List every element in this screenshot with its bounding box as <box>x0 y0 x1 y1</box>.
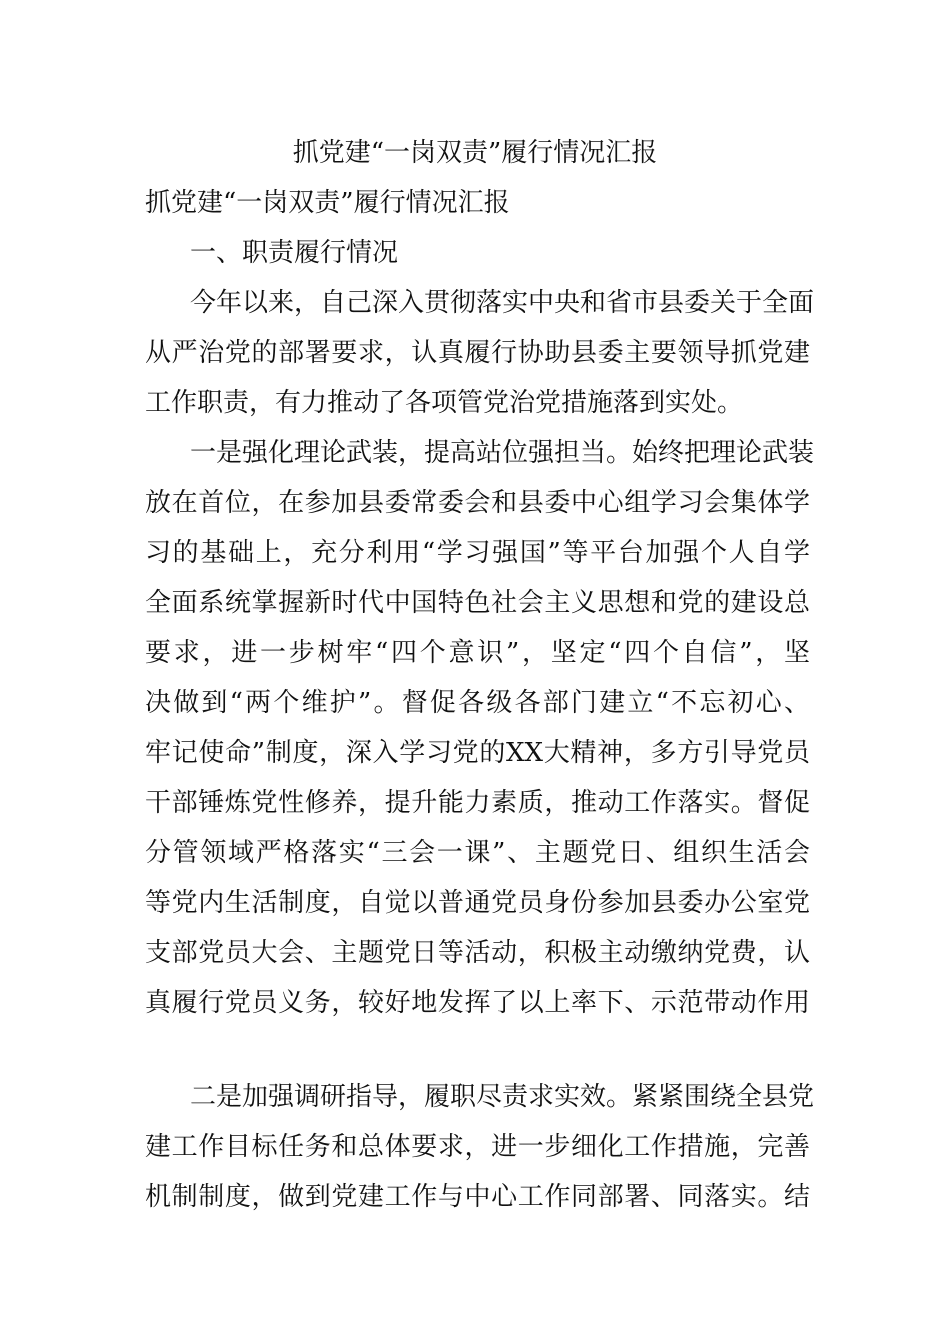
paragraph-line: 真履行党员义务，较好地发挥了以上率下、示范带动作用 <box>145 988 810 1018</box>
paragraph-line: 等党内生活制度，自觉以普通党员身份参加县委办公室党 <box>145 888 810 918</box>
paragraph-line: 建工作目标任务和总体要求，进一步细化工作措施，完善 <box>145 1132 810 1162</box>
paragraph-line: 决做到“两个维护”。督促各级各部门建立“不忘初心、 <box>145 688 810 718</box>
paragraph-line: 二是加强调研指导，履职尽责求实效。紧紧围绕全县党 <box>190 1082 815 1112</box>
paragraph-line: 牢记使命”制度，深入学习党的XX大精神，多方引导党员 <box>145 738 810 768</box>
paragraph-line: 工作职责，有力推动了各项管党治党措施落到实处。 <box>145 388 744 418</box>
paragraph-line: 机制制度，做到党建工作与中心工作同部署、同落实。结 <box>145 1182 810 1212</box>
paragraph-line: 要求，进一步树牢“四个意识”，坚定“四个自信”，坚 <box>145 638 810 668</box>
paragraph-line: 从严治党的部署要求，认真履行协助县委主要领导抓党建 <box>145 338 810 368</box>
paragraph-line: 支部党员大会、主题党日等活动，积极主动缴纳党费，认 <box>145 938 810 968</box>
document-subtitle: 抓党建“一岗双责”履行情况汇报 <box>145 188 510 218</box>
document-title: 抓党建“一岗双责”履行情况汇报 <box>292 138 658 168</box>
paragraph-line: 放在首位，在参加县委常委会和县委中心组学习会集体学 <box>145 488 810 518</box>
paragraph-line: 全面系统掌握新时代中国特色社会主义思想和党的建设总 <box>145 588 810 618</box>
paragraph-line: 习的基础上，充分利用“学习强国”等平台加强个人自学 <box>145 538 810 568</box>
section-heading: 一、职责履行情况 <box>190 238 399 268</box>
paragraph-line: 一是强化理论武装，提高站位强担当。始终把理论武装 <box>190 438 815 468</box>
paragraph-line: 今年以来，自己深入贯彻落实中央和省市县委关于全面 <box>190 288 815 318</box>
paragraph-line: 干部锤炼党性修养，提升能力素质，推动工作落实。督促 <box>145 788 810 818</box>
paragraph-line: 分管领域严格落实“三会一课”、主题党日、组织生活会 <box>145 838 810 868</box>
